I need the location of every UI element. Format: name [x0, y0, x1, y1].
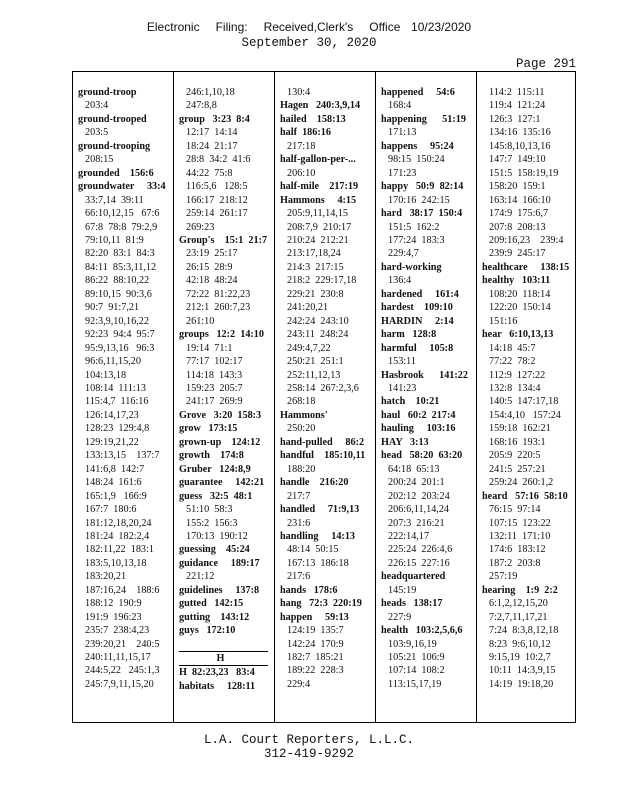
index-citation: 170:13 190:12 — [186, 530, 248, 542]
index-term: haul 60:2 217:4 — [381, 409, 456, 421]
index-citation: 159:18 162:21 — [489, 423, 551, 435]
index-citation: 129:19,21,22 — [85, 436, 139, 448]
index-citation: 229:21 230:8 — [287, 288, 344, 300]
index-citation: 245:7,9,11,15,20 — [85, 678, 154, 690]
index-citation: 51:10 58:3 — [186, 504, 233, 516]
index-citation: 188:20 — [287, 463, 316, 475]
index-citation: 242:24 243:10 — [287, 315, 349, 327]
index-citation: 171:23 — [388, 167, 417, 179]
index-term: hand-pulled 86:2 — [280, 436, 365, 448]
index-citation: 213:17,18,24 — [287, 248, 341, 260]
index-term: half-mile 217:19 — [280, 181, 359, 193]
index-term: Grove 3:20 158:3 — [179, 409, 262, 421]
index-term: handling 14:13 — [280, 530, 356, 542]
index-citation: 208:15 — [85, 154, 114, 166]
index-citation: 171:13 — [388, 127, 417, 139]
index-citation: 208:7,9 210:17 — [287, 221, 352, 233]
index-term: headquartered — [381, 571, 446, 583]
hearing-date: September 30, 2020 — [241, 36, 377, 50]
index-citation: 108:14 111:13 — [85, 382, 146, 394]
index-citation: 268:18 — [287, 396, 316, 408]
index-term: head 58:20 63:20 — [381, 450, 463, 462]
index-term: hands 178:6 — [280, 584, 338, 596]
index-term: harm 128:8 — [381, 329, 437, 341]
index-term: Hammons 4:15 — [280, 194, 357, 206]
index-citation: 249:4,7,22 — [287, 342, 331, 354]
index-citation: 7:24 8:3,8,12,18 — [489, 625, 559, 637]
index-term: happening 51:19 — [381, 113, 466, 125]
index-citation: 67:8 78:8 79:2,9 — [85, 221, 158, 233]
index-citation: 108:20 118:14 — [489, 288, 551, 300]
index-term: Hammons' — [280, 409, 328, 421]
index-citation: 258:14 267:2,3,6 — [287, 382, 359, 394]
index-citation: 92:3,9,10,16,22 — [85, 315, 149, 327]
index-citation: 241:17 269:9 — [186, 396, 243, 408]
section-letter-heading: H — [179, 651, 268, 666]
index-term: hard-working — [381, 261, 442, 273]
index-citation: 165:1,9 166:9 — [85, 490, 147, 502]
index-citation: 239:20,21 240:5 — [85, 638, 160, 650]
index-citation: 159:23 205:7 — [186, 382, 243, 394]
index-citation: 205:9,11,14,15 — [287, 208, 349, 220]
index-citation: 235:7 238:4,23 — [85, 625, 150, 637]
index-citation: 105:21 106:9 — [388, 652, 445, 664]
index-citation: 243:11 248:24 — [287, 329, 349, 341]
index-citation: 154:4,10 157:24 — [489, 409, 561, 421]
index-citation: 181:24 182:2,4 — [85, 530, 150, 542]
index-citation: 174:9 175:6,7 — [489, 208, 549, 220]
index-citation: 92:23 94:4 95:7 — [85, 329, 155, 341]
index-citation: 147:7 149:10 — [489, 154, 546, 166]
index-citation: 177:24 183:3 — [388, 234, 445, 246]
index-citation: 76:15 97:14 — [489, 504, 541, 516]
index-citation: 227:9 — [388, 611, 412, 623]
index-citation: 148:24 161:6 — [85, 477, 142, 489]
index-citation: 112:9 127:22 — [489, 369, 546, 381]
index-frame — [72, 71, 576, 723]
index-citation: 134:16 135:16 — [489, 127, 551, 139]
index-term: ground-troop — [78, 87, 137, 98]
index-term: hailed 158:13 — [280, 113, 346, 125]
index-citation: 241:20,21 — [287, 302, 329, 314]
index-citation: 33:7,14 39:11 — [85, 194, 144, 206]
index-term: half 186:16 — [280, 127, 331, 139]
index-citation: 133:13,15 137:7 — [85, 450, 160, 462]
index-citation: 142:24 170:9 — [287, 638, 344, 650]
index-citation: 229:4 — [287, 678, 311, 690]
index-citation: 82:20 83:1 84:3 — [85, 248, 155, 260]
index-citation: 12:17 14:14 — [186, 127, 238, 139]
index-citation: 158:20 159:1 — [489, 181, 546, 193]
index-term: healthy 103:11 — [482, 275, 551, 287]
index-citation: 181:12,18,20,24 — [85, 517, 152, 529]
index-citation: 141:6,8 142:7 — [85, 463, 145, 475]
index-citation: 261:10 — [186, 315, 215, 327]
index-citation: 124:19 135:7 — [287, 625, 344, 637]
index-citation: 72:22 81:22,23 — [186, 288, 251, 300]
index-term: hatch 10:21 — [381, 396, 440, 408]
footer-company: L.A. Court Reporters, L.L.C. — [203, 733, 415, 747]
index-term: groundwater 33:4 — [78, 181, 166, 193]
index-citation: 79:10,11 81:9 — [85, 234, 144, 246]
index-citation: 214:3 217:15 — [287, 261, 344, 273]
index-citation: 250:21 251:1 — [287, 356, 344, 368]
index-term: half-gallon-per-... — [280, 154, 356, 166]
index-citation: 48:14 50:15 — [287, 544, 339, 556]
index-citation: 9:15,19 10:2,7 — [489, 652, 551, 664]
index-citation: 141:23 — [388, 382, 417, 394]
index-citation: 95:9,13,16 96:3 — [85, 342, 155, 354]
index-citation: 209:16,23 239:4 — [489, 234, 564, 246]
index-citation: 166:17 218:12 — [186, 194, 248, 206]
index-term: handled 71:9,13 — [280, 504, 360, 516]
index-citation: 207:3 216:21 — [388, 517, 445, 529]
index-term: guessing 45:24 — [179, 544, 250, 556]
index-column-5 — [482, 86, 575, 691]
index-term: Group's 15:1 21:7 — [179, 234, 268, 246]
index-citation: 182:11,22 183:1 — [85, 544, 154, 556]
index-citation: 18:24 21:17 — [186, 140, 238, 152]
index-term: handle 216:20 — [280, 477, 349, 489]
index-citation: 126:3 127:1 — [489, 113, 541, 125]
index-citation: 14:18 45:7 — [489, 342, 536, 354]
index-citation: 182:7 185:21 — [287, 652, 344, 664]
index-citation: 226:15 227:16 — [388, 557, 450, 569]
index-citation: 86:22 88:10,22 — [85, 275, 150, 287]
index-term: ground-trooping — [78, 140, 151, 152]
index-citation: 115:4,7 116:16 — [85, 396, 149, 408]
column-divider — [274, 72, 275, 722]
index-term: groups 12:2 14:10 — [179, 329, 264, 341]
index-citation: 155:2 156:3 — [186, 517, 238, 529]
index-citation: 84:11 85:3,11,12 — [85, 261, 157, 273]
column-divider — [476, 72, 477, 722]
index-citation: 7:2,7,11,17,21 — [489, 611, 548, 623]
index-term: grounded 156:6 — [78, 167, 154, 179]
index-term: gutted 142:15 — [179, 598, 244, 610]
index-citation: 98:15 150:24 — [388, 154, 445, 166]
index-citation: 202:12 203:24 — [388, 490, 450, 502]
index-citation: 241:5 257:21 — [489, 463, 546, 475]
index-citation: 8:23 9:6,10,12 — [489, 638, 551, 650]
index-term: grown-up 124:12 — [179, 436, 261, 448]
index-term: H 82:23,23 83:4 — [179, 667, 255, 679]
index-term: handful 185:10,11 — [280, 450, 366, 462]
index-citation: 170:16 242:15 — [388, 194, 450, 206]
index-citation: 239:9 245:17 — [489, 248, 546, 260]
index-citation: 222:14,17 — [388, 530, 430, 542]
filing-stamp: Electronic Filing: Received,Clerk's Office 10/23/2020 — [146, 20, 472, 34]
index-citation: 107:14 108:2 — [388, 665, 445, 677]
index-citation: 77:17 102:17 — [186, 356, 243, 368]
index-term: guess 32:5 48:1 — [179, 490, 253, 502]
index-citation: 114:2 115:11 — [489, 87, 545, 98]
index-citation: 187:16,24 188:6 — [85, 584, 160, 596]
index-citation: 221:12 — [186, 571, 215, 583]
index-citation: 210:24 212:21 — [287, 234, 349, 246]
index-term: gutting 143:12 — [179, 611, 250, 623]
index-term: guarantee 142:21 — [179, 477, 265, 489]
index-citation: 188:12 190:9 — [85, 598, 142, 610]
index-citation: 244:5,22 245:1,3 — [85, 665, 160, 677]
index-citation: 96:6,11,15,20 — [85, 356, 141, 368]
index-citation: 28:8 34:2 41:6 — [186, 154, 251, 166]
index-term: HARDIN 2:14 — [381, 315, 454, 327]
index-citation: 187:2 203:8 — [489, 557, 541, 569]
index-citation: 206:10 — [287, 167, 316, 179]
index-citation: 183:5,10,13,18 — [85, 557, 147, 569]
index-term: guidance 189:17 — [179, 557, 260, 569]
index-citation: 240:11,11,15,17 — [85, 652, 151, 664]
index-citation: 90:7 91:7,21 — [85, 302, 140, 314]
index-citation: 189:22 228:3 — [287, 665, 344, 677]
index-citation: 217:7 — [287, 490, 311, 502]
index-term: harmful 105:8 — [381, 342, 454, 354]
index-citation: 183:20,21 — [85, 571, 127, 583]
index-citation: 126:14,17,23 — [85, 409, 139, 421]
index-citation: 107:15 123:22 — [489, 517, 551, 529]
index-citation: 163:14 166:10 — [489, 194, 551, 206]
index-citation: 140:5 147:17,18 — [489, 396, 559, 408]
index-term: healthcare 138:15 — [482, 261, 570, 273]
index-citation: 145:19 — [388, 584, 417, 596]
index-citation: 229:4,7 — [388, 248, 419, 260]
index-term: guidelines 137:8 — [179, 584, 260, 596]
index-citation: 145:8,10,13,16 — [489, 140, 551, 152]
index-citation: 122:20 150:14 — [489, 302, 551, 314]
index-citation: 42:18 48:24 — [186, 275, 238, 287]
index-citation: 218:2 229:17,18 — [287, 275, 357, 287]
index-citation: 203:5 — [85, 127, 109, 139]
index-column-4 — [381, 86, 474, 691]
index-term: happened 54:6 — [381, 87, 455, 98]
index-citation: 151:5 162:2 — [388, 221, 440, 233]
index-term: hang 72:3 220:19 — [280, 598, 362, 610]
page-number: Page 291 — [515, 57, 576, 71]
index-term: hauling 103:16 — [381, 423, 456, 435]
index-term: Hagen 240:3,9,14 — [280, 100, 361, 112]
index-column-1 — [78, 86, 171, 691]
index-term: Hasbrook 141:22 — [381, 369, 468, 381]
index-term: happens 95:24 — [381, 140, 454, 152]
footer-phone: 312-419-9292 — [263, 747, 354, 761]
index-citation: 212:1 260:7,23 — [186, 302, 251, 314]
column-divider — [173, 72, 174, 722]
index-column-3 — [280, 86, 373, 691]
index-citation: 132:8 134:4 — [489, 382, 541, 394]
index-citation: 246:1,10,18 — [186, 87, 235, 98]
index-citation: 136:4 — [388, 275, 412, 287]
index-term: health 103:2,5,6,6 — [381, 625, 463, 637]
index-citation: 257:19 — [489, 571, 518, 583]
index-term: hearing 1:9 2:2 — [482, 584, 558, 596]
index-citation: 206:6,11,14,24 — [388, 504, 450, 516]
index-citation: 203:4 — [85, 100, 109, 112]
index-citation: 168:4 — [388, 100, 412, 112]
index-term: happy 50:9 82:14 — [381, 181, 464, 193]
index-citation: 259:14 261:17 — [186, 208, 248, 220]
index-term: hear 6:10,13,13 — [482, 329, 554, 341]
index-citation: 250:20 — [287, 423, 316, 435]
index-citation: 104:13,18 — [85, 369, 127, 381]
index-citation: 77:22 78:2 — [489, 356, 536, 368]
index-citation: 191:9 196:23 — [85, 611, 142, 623]
index-citation: 113:15,17,19 — [388, 678, 442, 690]
index-citation: 151:16 — [489, 315, 518, 327]
index-citation: 252:11,12,13 — [287, 369, 341, 381]
index-citation: 128:23 129:4,8 — [85, 423, 150, 435]
index-term: hard 38:17 150:4 — [381, 208, 463, 220]
index-term: heads 138:17 — [381, 598, 443, 610]
index-citation: 116:5,6 128:5 — [186, 181, 248, 193]
index-citation: 23:19 25:17 — [186, 248, 238, 260]
index-citation: 200:24 201:1 — [388, 477, 445, 489]
index-citation: 44:22 75:8 — [186, 167, 233, 179]
index-citation: 259:24 260:1,2 — [489, 477, 554, 489]
index-citation: 19:14 71:1 — [186, 342, 233, 354]
index-citation: 10:11 14:3,9,15 — [489, 665, 556, 677]
index-term: hardened 161:4 — [381, 288, 459, 300]
index-citation: 114:18 143:3 — [186, 369, 243, 381]
index-citation: 231:6 — [287, 517, 311, 529]
index-term: hardest 109:10 — [381, 302, 453, 314]
index-term: Gruber 124:8,9 — [179, 463, 251, 475]
index-citation: 151:5 158:19,19 — [489, 167, 559, 179]
index-citation: 205:9 220:5 — [489, 450, 541, 462]
index-term: heard 57:16 58:10 — [482, 490, 568, 502]
index-citation: 89:10,15 90:3,6 — [85, 288, 152, 300]
index-citation: 217:6 — [287, 571, 311, 583]
index-citation: 130:4 — [287, 87, 311, 98]
index-citation: 103:9,16,19 — [388, 638, 437, 650]
index-column-2 — [179, 86, 272, 693]
column-divider — [375, 72, 376, 722]
index-term: happen 59:13 — [280, 611, 349, 623]
index-term: growth 174:8 — [179, 450, 244, 462]
index-citation: 119:4 121:24 — [489, 100, 546, 112]
index-citation: 174:6 183:12 — [489, 544, 546, 556]
index-term: HAY 3:13 — [381, 436, 429, 448]
index-citation: 14:19 19:18,20 — [489, 678, 554, 690]
index-citation: 167:7 180:6 — [85, 504, 137, 516]
blank-line — [179, 638, 272, 651]
index-citation: 167:13 186:18 — [287, 557, 349, 569]
index-citation: 217:18 — [287, 140, 316, 152]
index-citation: 153:11 — [388, 356, 416, 368]
index-citation: 247:8,8 — [186, 100, 217, 112]
index-term: grow 173:15 — [179, 423, 238, 435]
index-citation: 269:23 — [186, 221, 215, 233]
index-term: group 3:23 8:4 — [179, 113, 250, 125]
index-citation: 26:15 28:9 — [186, 261, 233, 273]
index-citation: 64:18 65:13 — [388, 463, 440, 475]
index-citation: 168:16 193:1 — [489, 436, 546, 448]
index-citation: 225:24 226:4,6 — [388, 544, 453, 556]
index-citation: 207:8 208:13 — [489, 221, 546, 233]
index-term: ground-trooped — [78, 113, 147, 125]
index-citation: 6:1,2,12,15,20 — [489, 598, 548, 610]
index-term: habitats 128:11 — [179, 680, 256, 692]
index-term: guys 172:10 — [179, 625, 236, 637]
index-citation: 132:11 171:10 — [489, 530, 551, 542]
index-citation: 66:10,12,15 67:6 — [85, 208, 160, 220]
